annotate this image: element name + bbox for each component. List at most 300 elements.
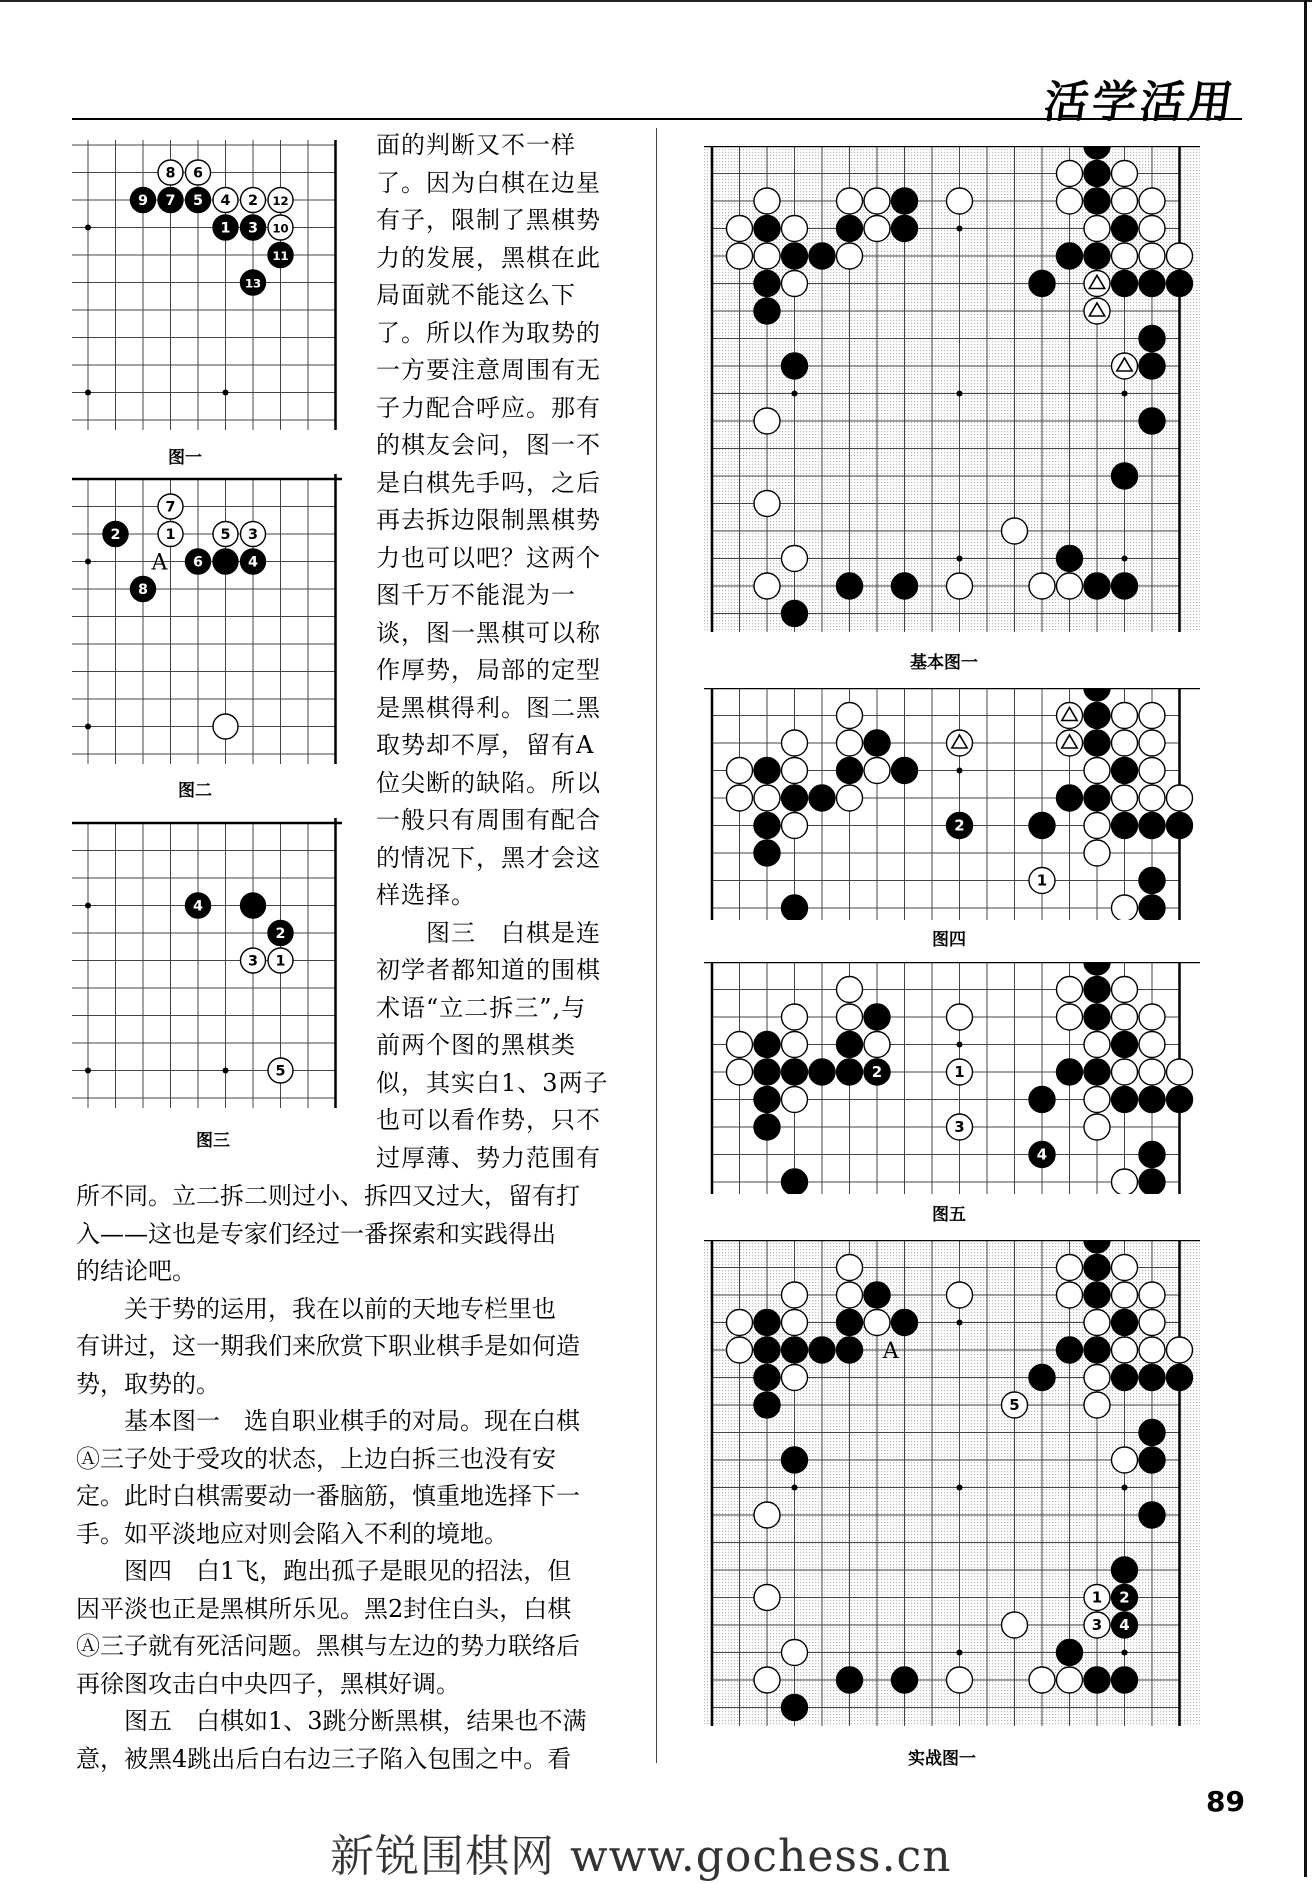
header-rule bbox=[72, 118, 1242, 120]
white-stone bbox=[947, 188, 973, 214]
black-stone bbox=[892, 216, 918, 242]
white-stone bbox=[754, 243, 780, 269]
text-line: 基本图一 选自职业棋手的对局。现在白棋 bbox=[76, 1407, 580, 1435]
move-number: 7 bbox=[165, 499, 176, 516]
white-stone bbox=[1139, 188, 1165, 214]
black-stone bbox=[892, 1667, 918, 1693]
move-number: 6 bbox=[193, 554, 203, 571]
white-stone bbox=[268, 188, 293, 213]
white-stone bbox=[782, 758, 808, 784]
white-stone bbox=[837, 1004, 863, 1030]
white-stone bbox=[727, 1032, 753, 1058]
white-stone bbox=[1112, 1255, 1138, 1281]
text-line: 前两个图的黑棋类 bbox=[376, 1031, 576, 1059]
text-line: 的结论吧。 bbox=[76, 1257, 196, 1285]
goban-actual1 bbox=[704, 1240, 1200, 1726]
black-stone bbox=[754, 216, 780, 242]
white-stone bbox=[1167, 1337, 1193, 1363]
black-stone bbox=[1057, 1059, 1083, 1085]
black-stone bbox=[1139, 326, 1165, 352]
star-point bbox=[223, 390, 229, 396]
white-stone bbox=[947, 1004, 973, 1030]
caption-fig3: 图三 bbox=[196, 1131, 230, 1151]
white-stone bbox=[837, 243, 863, 269]
text-line: 样选择。 bbox=[376, 881, 476, 909]
text-line: 取势却不厚，留有A bbox=[376, 731, 595, 759]
star-point bbox=[957, 226, 963, 232]
black-stone bbox=[1139, 1142, 1165, 1168]
black-stone bbox=[782, 1059, 808, 1085]
text-line: 意，被黑4跳出后白右边三子陷入包围之中。看 bbox=[76, 1744, 572, 1773]
white-stone bbox=[1112, 1337, 1138, 1363]
caption-fig1: 图一 bbox=[168, 448, 202, 468]
white-stone bbox=[782, 271, 808, 297]
white-stone bbox=[1139, 703, 1165, 729]
move-number: 2 bbox=[248, 192, 258, 209]
move-number: 2 bbox=[871, 1062, 883, 1081]
white-stone bbox=[1057, 573, 1083, 599]
black-stone bbox=[1167, 1365, 1193, 1391]
white-stone bbox=[727, 758, 753, 784]
black-stone bbox=[131, 188, 156, 213]
white-stone bbox=[268, 1058, 293, 1083]
text-line: 定。此时白棋需要动一番脑筋，慎重地选择下一 bbox=[76, 1482, 580, 1510]
black-stone bbox=[268, 921, 293, 946]
white-stone bbox=[782, 1640, 808, 1666]
black-stone bbox=[837, 1667, 863, 1693]
move-number: 3 bbox=[248, 526, 258, 543]
white-stone bbox=[1057, 188, 1083, 214]
goban-fig2 bbox=[72, 474, 342, 764]
point-label: A bbox=[151, 550, 168, 576]
marked-white-stone bbox=[1057, 703, 1083, 729]
black-stone bbox=[892, 1310, 918, 1336]
white-stone bbox=[1029, 868, 1055, 894]
black-stone bbox=[1029, 1142, 1055, 1168]
board-actual1 bbox=[704, 1240, 1200, 1726]
white-stone bbox=[268, 948, 293, 973]
black-stone bbox=[754, 1032, 780, 1058]
black-stone bbox=[1084, 188, 1110, 214]
black-stone bbox=[1084, 977, 1110, 1003]
caption-fig2: 图二 bbox=[178, 781, 212, 801]
white-stone bbox=[837, 1282, 863, 1308]
white-stone bbox=[241, 948, 266, 973]
black-stone bbox=[1084, 243, 1110, 269]
black-stone bbox=[1139, 813, 1165, 839]
white-stone bbox=[754, 491, 780, 517]
text-line: 了。所以作为取势的 bbox=[376, 318, 601, 347]
black-stone bbox=[754, 840, 780, 866]
star-point bbox=[85, 903, 91, 909]
white-stone bbox=[1057, 161, 1083, 187]
white-stone bbox=[1112, 1169, 1138, 1194]
black-stone bbox=[1112, 573, 1138, 599]
black-stone bbox=[837, 1310, 863, 1336]
white-stone bbox=[1112, 785, 1138, 811]
move-number: 1 bbox=[954, 1062, 965, 1081]
white-stone bbox=[782, 1032, 808, 1058]
black-stone bbox=[864, 1059, 890, 1085]
black-stone bbox=[186, 188, 211, 213]
caption-actual1: 实战图一 bbox=[908, 1749, 976, 1769]
black-stone bbox=[1112, 271, 1138, 297]
text-line: 术语“立二拆三”,与 bbox=[376, 993, 587, 1022]
white-stone bbox=[864, 188, 890, 214]
white-stone bbox=[213, 188, 238, 213]
black-stone bbox=[241, 215, 266, 240]
white-stone bbox=[1112, 1447, 1138, 1473]
star-point bbox=[1122, 1650, 1128, 1656]
move-number: 4 bbox=[1036, 1145, 1048, 1164]
black-stone bbox=[1084, 1282, 1110, 1308]
black-stone bbox=[782, 1169, 808, 1194]
black-stone bbox=[1139, 1502, 1165, 1528]
star-point bbox=[85, 225, 91, 231]
move-number: 4 bbox=[1119, 1615, 1130, 1634]
black-stone bbox=[1139, 868, 1165, 894]
black-stone bbox=[782, 895, 808, 920]
star-point bbox=[223, 1068, 229, 1074]
white-stone bbox=[754, 573, 780, 599]
black-stone bbox=[1084, 1059, 1110, 1085]
black-stone bbox=[213, 549, 238, 574]
text-line: 图千万不能混为一 bbox=[376, 581, 576, 609]
black-stone bbox=[1057, 1337, 1083, 1363]
white-stone bbox=[782, 813, 808, 839]
text-line: 图四 白1飞，跑出孤子是眼见的招法，但 bbox=[76, 1557, 572, 1585]
black-stone bbox=[1112, 216, 1138, 242]
black-stone bbox=[782, 601, 808, 627]
white-stone bbox=[754, 1502, 780, 1528]
move-number: 12 bbox=[272, 193, 289, 208]
text-line: 是白棋先手吗，之后 bbox=[376, 468, 601, 497]
white-stone bbox=[947, 1282, 973, 1308]
black-stone bbox=[1084, 703, 1110, 729]
black-stone bbox=[837, 1059, 863, 1085]
white-stone bbox=[1112, 243, 1138, 269]
white-stone bbox=[1167, 243, 1193, 269]
white-stone bbox=[1139, 1282, 1165, 1308]
white-stone bbox=[1084, 813, 1110, 839]
black-stone bbox=[1029, 271, 1055, 297]
white-stone bbox=[837, 977, 863, 1003]
black-stone bbox=[809, 785, 835, 811]
white-stone bbox=[727, 1310, 753, 1336]
black-stone bbox=[1139, 271, 1165, 297]
black-stone bbox=[1112, 1087, 1138, 1113]
text-line: 力的发展，黑棋在此 bbox=[376, 243, 601, 272]
move-number: 3 bbox=[954, 1117, 965, 1136]
move-number: 2 bbox=[110, 526, 121, 543]
black-stone bbox=[754, 813, 780, 839]
white-stone bbox=[1084, 758, 1110, 784]
black-stone bbox=[754, 1392, 780, 1418]
text-line: 图五 白棋如1、3跳分断黑棋，结果也不满 bbox=[76, 1707, 587, 1735]
white-stone bbox=[1112, 161, 1138, 187]
goban-basic1 bbox=[704, 146, 1200, 632]
text-line: 了。因为白棋在边星 bbox=[376, 168, 601, 197]
black-stone bbox=[186, 893, 211, 918]
black-stone bbox=[864, 730, 890, 756]
white-stone bbox=[1139, 758, 1165, 784]
black-stone bbox=[1139, 1365, 1165, 1391]
black-stone bbox=[754, 758, 780, 784]
move-number: 6 bbox=[193, 165, 203, 182]
text-line: 的情况下，黑才会这 bbox=[376, 843, 601, 872]
white-stone bbox=[1112, 188, 1138, 214]
white-stone bbox=[1057, 1282, 1083, 1308]
marked-white-stone bbox=[947, 730, 973, 756]
board-fig4 bbox=[704, 688, 1200, 920]
black-stone bbox=[809, 243, 835, 269]
move-number: 3 bbox=[248, 220, 258, 237]
white-stone bbox=[1084, 1087, 1110, 1113]
black-stone bbox=[1139, 1169, 1165, 1194]
goban-fig1 bbox=[72, 140, 342, 430]
move-number: 3 bbox=[1091, 1615, 1103, 1634]
text-line: 手。如平淡地应对则会陷入不利的境地。 bbox=[76, 1519, 508, 1548]
star-point bbox=[85, 724, 91, 730]
white-stone bbox=[1167, 785, 1193, 811]
white-stone bbox=[213, 522, 238, 547]
white-stone bbox=[1084, 1032, 1110, 1058]
black-stone bbox=[864, 1282, 890, 1308]
move-number: 4 bbox=[193, 898, 203, 915]
white-stone bbox=[864, 1310, 890, 1336]
white-stone bbox=[782, 730, 808, 756]
black-stone bbox=[1029, 1365, 1055, 1391]
black-stone bbox=[782, 1447, 808, 1473]
text-line: Ⓐ三子就有死活问题。黑棋与左边的势力联络后 bbox=[76, 1632, 580, 1660]
black-stone bbox=[837, 1032, 863, 1058]
white-stone bbox=[1084, 1114, 1110, 1140]
black-stone bbox=[1084, 730, 1110, 756]
black-stone bbox=[1029, 1087, 1055, 1113]
white-stone bbox=[1139, 785, 1165, 811]
white-stone bbox=[837, 730, 863, 756]
black-stone bbox=[1084, 962, 1110, 975]
white-stone bbox=[754, 1667, 780, 1693]
goban-fig3 bbox=[72, 818, 342, 1108]
narrow-text-column bbox=[376, 127, 626, 1177]
caption-fig4: 图四 bbox=[932, 930, 966, 950]
white-stone bbox=[864, 1032, 890, 1058]
move-number: 8 bbox=[138, 581, 148, 598]
white-stone bbox=[754, 785, 780, 811]
white-stone bbox=[1139, 1059, 1165, 1085]
text-line: 再徐图攻击白中央四子，黑棋好调。 bbox=[76, 1669, 460, 1698]
move-number: 1 bbox=[1091, 1588, 1103, 1607]
white-stone bbox=[864, 758, 890, 784]
black-stone bbox=[1112, 758, 1138, 784]
board-fig1 bbox=[72, 140, 342, 430]
black-stone bbox=[1112, 1032, 1138, 1058]
black-stone bbox=[754, 1059, 780, 1085]
text-line: 子力配合呼应。那有 bbox=[376, 393, 601, 422]
black-stone bbox=[241, 893, 266, 918]
white-stone bbox=[1112, 730, 1138, 756]
white-stone bbox=[1057, 1255, 1083, 1281]
white-stone bbox=[727, 1059, 753, 1085]
white-stone bbox=[947, 1114, 973, 1140]
white-stone bbox=[754, 408, 780, 434]
text-line: 因平淡也正是黑棋所乐见。黑2封住白头，白棋 bbox=[76, 1594, 572, 1623]
white-stone bbox=[782, 1087, 808, 1113]
black-stone bbox=[1084, 161, 1110, 187]
point-label: A bbox=[882, 1339, 899, 1364]
black-stone bbox=[1167, 271, 1193, 297]
move-number: 11 bbox=[272, 248, 289, 263]
text-line: 初学者都知道的围棋 bbox=[376, 956, 601, 984]
text-line: 有子，限制了黑棋势 bbox=[376, 206, 601, 234]
white-stone bbox=[1112, 1059, 1138, 1085]
black-stone bbox=[754, 1337, 780, 1363]
black-stone bbox=[1139, 895, 1165, 920]
star-point bbox=[957, 1650, 963, 1656]
black-stone bbox=[1112, 463, 1138, 489]
move-number: 3 bbox=[248, 953, 258, 970]
text-line: 所不同。立二拆二则过小、拆四又过大，留有打 bbox=[76, 1182, 580, 1210]
marked-white-stone bbox=[1084, 271, 1110, 297]
black-stone bbox=[1029, 813, 1055, 839]
text-line: 一方要注意周围有无 bbox=[376, 356, 601, 384]
text-line: 再去拆边限制黑棋势 bbox=[376, 506, 601, 534]
text-line: 是黑棋得利。图二黑 bbox=[376, 693, 601, 722]
black-stone bbox=[1057, 1640, 1083, 1666]
move-number: 4 bbox=[248, 554, 258, 571]
black-stone bbox=[186, 549, 211, 574]
star-point bbox=[1122, 556, 1128, 562]
black-stone bbox=[754, 1365, 780, 1391]
board-basic1 bbox=[704, 146, 1200, 632]
text-line: 势，取势的。 bbox=[76, 1369, 220, 1398]
black-stone bbox=[1112, 1557, 1138, 1583]
star-point bbox=[792, 1485, 798, 1491]
column-divider bbox=[656, 128, 657, 1763]
white-stone bbox=[947, 1059, 973, 1085]
black-stone bbox=[1084, 1667, 1110, 1693]
column-title: 活学活用 bbox=[1040, 77, 1240, 128]
move-number: 1 bbox=[165, 526, 176, 543]
white-stone bbox=[754, 188, 780, 214]
black-stone bbox=[782, 243, 808, 269]
white-stone bbox=[1057, 977, 1083, 1003]
star-point bbox=[957, 391, 963, 397]
white-stone bbox=[837, 188, 863, 214]
white-stone bbox=[1112, 895, 1138, 920]
white-stone bbox=[1029, 1667, 1055, 1693]
star-point bbox=[85, 1068, 91, 1074]
page-number: 89 bbox=[1206, 1785, 1245, 1818]
white-stone bbox=[782, 1365, 808, 1391]
black-stone bbox=[1139, 1087, 1165, 1113]
caption-basic1: 基本图一 bbox=[910, 653, 978, 673]
white-stone bbox=[1112, 1282, 1138, 1308]
white-stone bbox=[1084, 1365, 1110, 1391]
text-line: 图三 白棋是连 bbox=[376, 918, 601, 947]
text-line: 谈，图一黑棋可以称 bbox=[376, 618, 601, 647]
black-stone bbox=[1167, 1087, 1193, 1113]
black-stone bbox=[1057, 546, 1083, 572]
move-number: 1 bbox=[1036, 871, 1048, 890]
move-number: 5 bbox=[220, 526, 231, 543]
black-stone bbox=[1112, 1667, 1138, 1693]
black-stone bbox=[1084, 573, 1110, 599]
white-stone bbox=[837, 1255, 863, 1281]
text-line: 一般只有周围有配合 bbox=[376, 806, 601, 834]
white-stone bbox=[1002, 1612, 1028, 1638]
black-stone bbox=[213, 215, 238, 240]
text-line: 入——这也是专家们经过一番探索和实践得出 bbox=[76, 1219, 556, 1248]
white-stone bbox=[754, 1585, 780, 1611]
black-stone bbox=[1139, 1447, 1165, 1473]
white-stone bbox=[1084, 1612, 1110, 1638]
black-stone bbox=[1084, 1004, 1110, 1030]
white-stone bbox=[268, 215, 293, 240]
text-line: 过厚薄、势力范围有 bbox=[376, 1143, 601, 1172]
black-stone bbox=[241, 270, 266, 295]
move-number: 7 bbox=[165, 192, 176, 209]
white-stone bbox=[1112, 703, 1138, 729]
text-line: 位尖断的缺陷。所以 bbox=[376, 768, 601, 797]
black-stone bbox=[1057, 243, 1083, 269]
black-stone bbox=[754, 271, 780, 297]
move-number: 1 bbox=[275, 953, 286, 970]
white-stone bbox=[1139, 243, 1165, 269]
white-stone bbox=[837, 703, 863, 729]
white-stone bbox=[1084, 1310, 1110, 1336]
wide-text-column bbox=[76, 1178, 626, 1778]
black-stone bbox=[782, 1337, 808, 1363]
move-number: 5 bbox=[1009, 1395, 1020, 1414]
text-line: 有讲过，这一期我们来欣赏下职业棋手是如何造 bbox=[76, 1332, 580, 1360]
black-stone bbox=[892, 758, 918, 784]
white-stone bbox=[1002, 1392, 1028, 1418]
black-stone bbox=[268, 243, 293, 268]
white-stone bbox=[947, 1667, 973, 1693]
text-line: 局面就不能这么下 bbox=[376, 281, 576, 309]
white-stone bbox=[947, 573, 973, 599]
goban-fig5 bbox=[704, 962, 1200, 1194]
white-stone bbox=[158, 522, 183, 547]
black-stone bbox=[782, 353, 808, 379]
white-stone bbox=[1139, 1337, 1165, 1363]
marked-white-stone bbox=[1112, 353, 1138, 379]
white-stone bbox=[782, 546, 808, 572]
watermark: 新锐围棋网 www.gochess.cn bbox=[330, 1831, 952, 1882]
white-stone bbox=[158, 160, 183, 185]
black-stone bbox=[1084, 1255, 1110, 1281]
black-stone bbox=[837, 758, 863, 784]
white-stone bbox=[1139, 1310, 1165, 1336]
star-point bbox=[957, 1042, 963, 1048]
text-line: 关于势的运用，我在以前的天地专栏里也 bbox=[76, 1294, 556, 1323]
goban-fig4 bbox=[704, 688, 1200, 920]
black-stone bbox=[809, 1337, 835, 1363]
black-stone bbox=[782, 1695, 808, 1721]
star-point bbox=[792, 391, 798, 397]
white-stone bbox=[158, 494, 183, 519]
star-point bbox=[1122, 1485, 1128, 1491]
star-point bbox=[85, 390, 91, 396]
black-stone bbox=[1112, 1612, 1138, 1638]
star-point bbox=[85, 559, 91, 565]
caption-fig5: 图五 bbox=[932, 1205, 966, 1225]
star-point bbox=[957, 556, 963, 562]
white-stone bbox=[1084, 840, 1110, 866]
black-stone bbox=[131, 577, 156, 602]
